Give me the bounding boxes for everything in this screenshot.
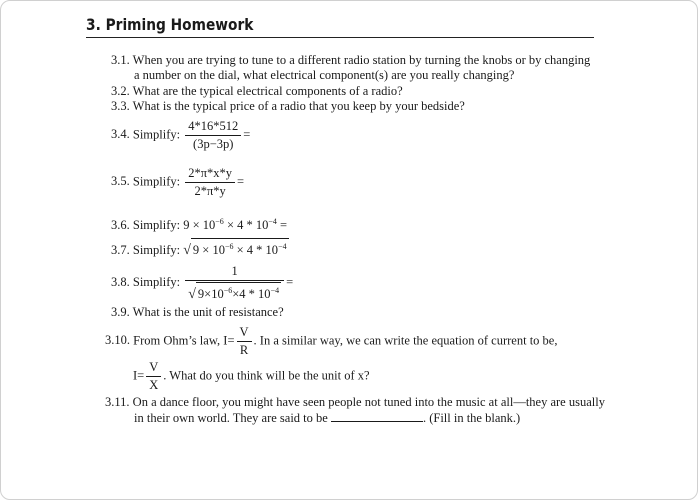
fraction-denominator: X [149,378,159,392]
question-label: Simplify: [132,174,181,189]
question-text-post: . (Fill in the blank.) [422,411,521,425]
question-number: 3.3. [111,99,130,113]
term-b: × 4 * 10 [223,218,269,233]
fraction [146,360,161,393]
title-rule [86,37,594,38]
fraction-denominator: (3p−3p) [193,137,234,151]
question-3-4 [111,119,250,152]
exponent-a: −6 [215,217,224,226]
question-number: 3.7. [111,243,130,258]
question-text: On a dance floor, you might have seen people not tuned into the music at all—they are usually [132,395,605,409]
fraction-denominator: R [239,343,249,357]
question-3-10-line2 [133,360,370,393]
question-3-1-line2: a number on the dial, what electrical component(s) are you really changing? [134,68,515,82]
equals-sign: = [286,274,294,289]
fill-in-blank[interactable] [331,410,423,422]
question-text: What is the unit of resistance? [132,305,284,319]
question-text: What is the typical price of a radio that you keep by your bedside? [132,99,465,113]
question-number: 3.5. [111,174,130,189]
question-text-pre: in their own world. They are said to be [134,411,328,425]
question-label: Simplify: [132,127,181,142]
question-3-11-line2 [134,410,520,426]
fraction [185,264,284,302]
equals-sign: = [237,174,245,189]
question-number: 3.8. [111,274,130,289]
exponent-a: −6 [223,286,233,295]
question-number: 3.9. [111,305,130,319]
question-text-post: . What do you think will be the unit of x? [163,368,370,383]
question-text-post: . In a similar way, we can write the equation of current to be, [253,333,558,348]
fraction-denominator: 2*π*y [194,184,226,198]
question-number: 3.10. [105,333,130,348]
radical-sign: √ [188,287,196,303]
fraction-numerator: V [146,360,161,377]
question-number: 3.1. [111,53,130,67]
question-text-pre: I= [133,368,145,383]
radicand [196,282,281,302]
term-b: ×4 * 10 [232,287,271,302]
exponent-b: −4 [268,217,277,226]
question-3-6 [111,214,287,233]
question-label: Simplify: [132,218,181,233]
term-a: 9 × 10 [192,243,225,258]
term-a: 9 × 10 [183,218,216,233]
fraction-numerator: 4*16*512 [185,119,241,136]
question-label: Simplify: [132,274,181,289]
question-3-8 [111,264,293,302]
question-3-2 [111,84,403,99]
question-text: When you are trying to tune to a different radio station by turning the knobs or by changing [132,53,591,67]
radical-expression [188,282,281,302]
question-text: What are the typical electrical components of a radio? [132,84,403,98]
question-3-9 [111,305,284,320]
question-3-1 [111,53,590,68]
fraction-denominator [185,281,284,302]
question-label: Simplify: [132,243,181,258]
fraction-numerator: 1 [185,264,284,281]
question-number: 3.4. [111,127,130,142]
exponent-a: −6 [224,242,234,251]
equals-sign: = [276,218,288,233]
question-3-5 [111,166,244,199]
radicand [191,238,289,258]
radical-expression [183,238,288,258]
fraction [185,119,241,152]
fraction-numerator: V [237,325,252,342]
exponent-b: −4 [278,242,287,251]
question-number: 3.2. [111,84,130,98]
question-text-pre: From Ohm’s law, I= [133,333,235,348]
fraction [237,325,252,358]
term-b: × 4 * 10 [233,243,279,258]
fraction [185,166,235,199]
question-3-10 [105,325,557,358]
section-title: 3. Priming Homework [86,15,254,34]
expression [183,218,287,232]
question-number: 3.6. [111,218,130,233]
question-number: 3.11. [105,395,130,409]
question-3-7 [111,238,289,258]
term-a: 9×10 [197,287,224,302]
question-3-3 [111,99,465,114]
question-3-11 [105,395,605,410]
fraction-numerator: 2*π*x*y [185,166,235,183]
exponent-b: −4 [270,286,280,295]
equals-sign: = [243,127,251,142]
radical-sign: √ [183,243,191,259]
